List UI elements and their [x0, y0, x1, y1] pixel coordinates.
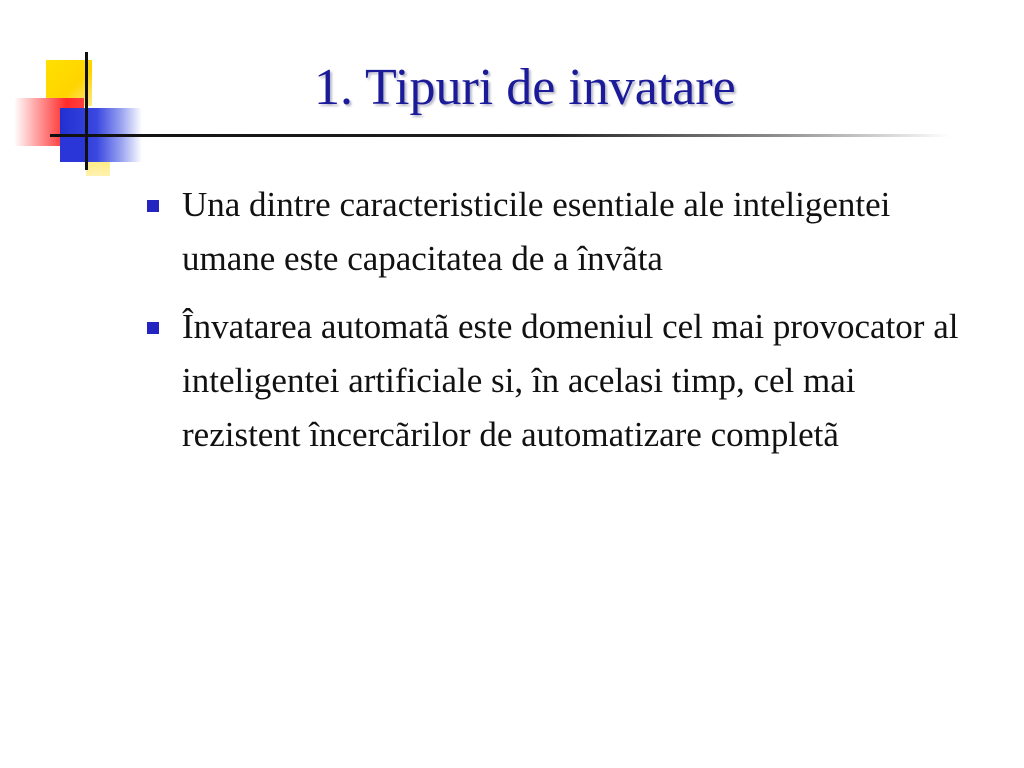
bullet-item	[140, 300, 960, 462]
title-underline	[50, 134, 950, 137]
bullet-list	[140, 178, 960, 476]
bullet-text: Învatarea automatã este domeniul cel mai provocator al inteligentei artificiale si, în acelasi timp, cel mai rezistent încercãrilor de automatizare completã	[182, 307, 959, 454]
bullet-text: Una dintre caracteristicile esentiale ale inteligentei umane este capacitatea de a învãta	[182, 185, 891, 278]
bullet-item	[140, 178, 960, 286]
square-bullet-icon	[147, 200, 159, 212]
square-bullet-icon	[147, 322, 159, 334]
logo-vertical-line	[85, 52, 88, 170]
slide-title: 1. Tipuri de invatare	[314, 59, 736, 116]
logo-blue-inner-square	[60, 136, 86, 162]
